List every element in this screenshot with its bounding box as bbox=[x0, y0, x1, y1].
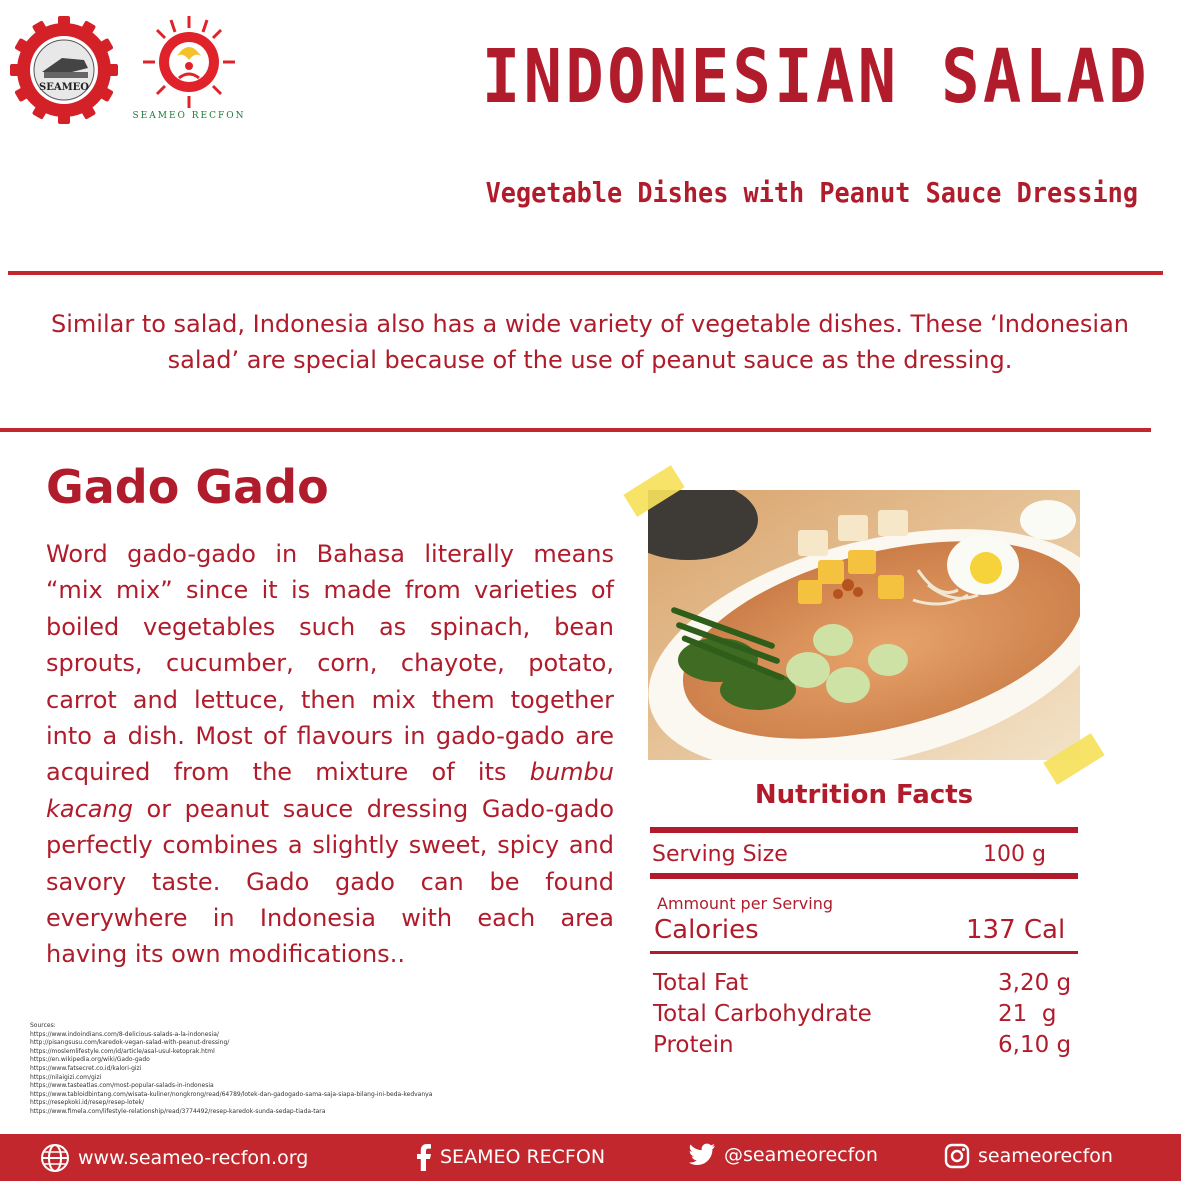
source-link[interactable]: https://nilaigizi.com/gizi bbox=[30, 1073, 102, 1081]
section-heading: Gado Gado bbox=[46, 460, 329, 514]
nutrient-value-protein: 6,10 g bbox=[998, 1032, 1072, 1058]
calories-label: Calories bbox=[654, 915, 759, 945]
source-link[interactable]: https://www.fatsecret.co.id/kalori-gizi bbox=[30, 1064, 142, 1072]
source-link[interactable]: https://www.indoindians.com/8-delicious-salads-a-la-indonesia/ bbox=[30, 1030, 219, 1038]
divider-top bbox=[8, 271, 1163, 275]
footer-website[interactable] bbox=[40, 1143, 308, 1173]
svg-text:SEAMEO: SEAMEO bbox=[38, 82, 90, 93]
nutrition-divider bbox=[650, 951, 1078, 954]
intro-text: Similar to salad, Indonesia also has a wide variety of vegetable dishes. These ‘Indonesian salad’ are special because of the use of peanut sauce as the dressing. bbox=[51, 310, 1129, 374]
article-body-italic: bumbu kacang bbox=[46, 758, 614, 823]
article-body-part1: Word gado-gado in Bahasa literally means “mix mix” since it is made from varieties of boiled vegetables such as spinach, bean sprouts, cucumber, corn, chayote, potato, carrot and lettuce, then mix them together into a dish. Most of flavours in gado-gado are acquired from the mixture of its bbox=[46, 540, 614, 787]
seameo-recfon-logo bbox=[125, 12, 253, 122]
nutrition-divider bbox=[650, 873, 1078, 879]
footer-website-text: www.seameo-recfon.org bbox=[78, 1147, 309, 1169]
globe-icon bbox=[40, 1143, 70, 1173]
nutrient-label-total-carbohydrate: Total Carbohydrate bbox=[653, 1001, 872, 1027]
article-body-part2: or peanut sauce dressing Gado-gado perfectly combines a slightly sweet, spicy and savory taste. Gado gado can be found everywhere in Indonesia with each area having its own modifications.. bbox=[46, 794, 614, 969]
source-link[interactable]: https://www.tasteatlas.com/most-popular-salads-in-indonesia bbox=[30, 1082, 214, 1090]
footer-facebook[interactable] bbox=[416, 1143, 605, 1171]
nutrient-label-total-fat: Total Fat bbox=[653, 970, 749, 996]
seameo-logo bbox=[8, 14, 120, 126]
source-link[interactable]: https://en.wikipedia.org/wiki/Gado-gado bbox=[30, 1056, 150, 1064]
nutrient-value-total-fat: 3,20 g bbox=[998, 970, 1072, 996]
amount-per-serving-label: Ammount per Serving bbox=[657, 894, 833, 913]
serving-size-label: Serving Size bbox=[652, 842, 788, 867]
source-link[interactable]: https://moslemlifestyle.com/id/article/asal-usul-ketoprak.html bbox=[30, 1047, 215, 1055]
footer-facebook-text: SEAMEO RECFON bbox=[440, 1146, 606, 1168]
article-body bbox=[46, 536, 614, 973]
source-link[interactable]: https://www.fimela.com/lifestyle-relationship/read/3774492/resep-karedok-sunda-sedap-tiada-tara bbox=[30, 1107, 326, 1115]
source-link[interactable]: https://www.tabloidbintang.com/wisata-kuliner/nongkrong/read/64789/lotek-dan-gadogado-sama-saja-siapa-bilang-ini-beda-kedvanya bbox=[30, 1090, 433, 1098]
footer-instagram-text: seameorecfon bbox=[978, 1145, 1113, 1167]
serving-size-value: 100 g bbox=[983, 842, 1046, 867]
page-title: INDONESIAN SALAD bbox=[481, 34, 1150, 120]
footer-instagram[interactable] bbox=[944, 1143, 1113, 1169]
nutrient-label-protein: Protein bbox=[653, 1032, 734, 1058]
svg-text:SEAMEO RECFON: SEAMEO RECFON bbox=[132, 111, 246, 121]
page-subtitle: Vegetable Dishes with Peanut Sauce Dressing bbox=[485, 176, 1138, 209]
facebook-icon bbox=[416, 1143, 432, 1171]
sources-list bbox=[30, 1022, 590, 1117]
gado-gado-photo bbox=[648, 490, 1080, 760]
sources-label: Sources: bbox=[30, 1022, 56, 1029]
instagram-icon bbox=[944, 1143, 970, 1169]
nutrition-divider bbox=[650, 827, 1078, 833]
source-link[interactable]: https://resepkoki.id/resep/resep-lotek/ bbox=[30, 1099, 145, 1107]
divider-middle bbox=[0, 428, 1151, 432]
nutrition-facts-title: Nutrition Facts bbox=[754, 780, 974, 810]
footer-twitter-text: @seameorecfon bbox=[724, 1144, 878, 1166]
nutrient-value-total-carbohydrate: 21 g bbox=[998, 1001, 1057, 1027]
source-link[interactable]: http://pisangsusu.com/karedok-vegan-salad-with-peanut-dressing/ bbox=[30, 1039, 230, 1047]
footer-twitter[interactable] bbox=[688, 1143, 878, 1167]
calories-value: 137 Cal bbox=[966, 915, 1066, 945]
twitter-icon bbox=[688, 1143, 716, 1167]
